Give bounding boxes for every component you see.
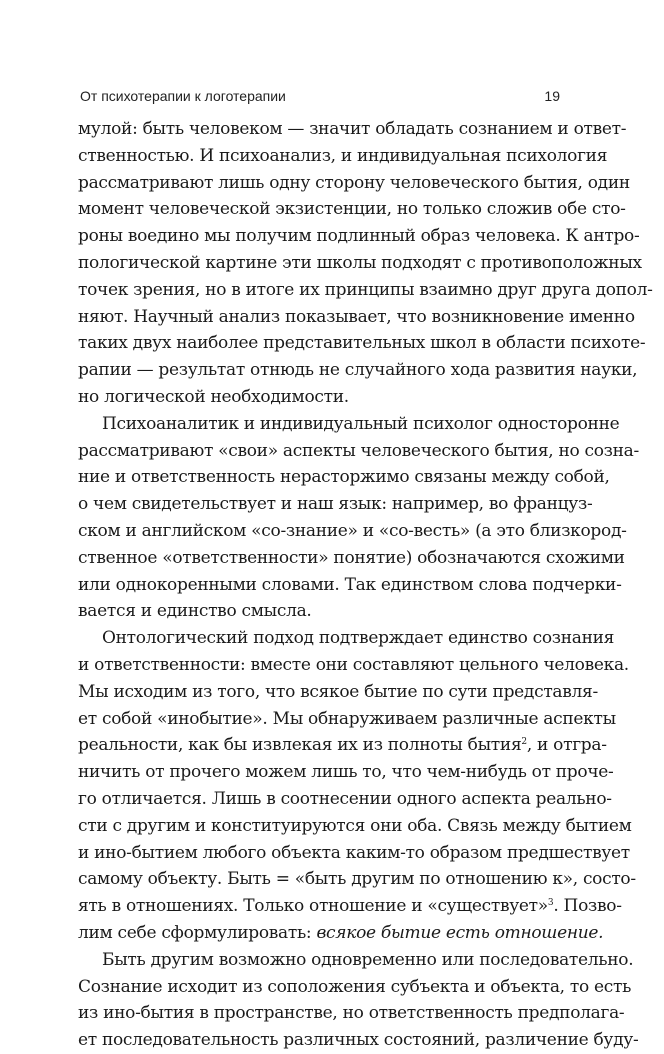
text-line: ственное «ответственности» понятие) обозначаются схожими bbox=[78, 547, 625, 568]
text-fragment: реальности, как бы извлекая их из полноты бытия bbox=[78, 735, 522, 756]
text-line: роны воедино мы получим подлинный образ человека. К антро- bbox=[78, 226, 640, 247]
text-line bbox=[78, 893, 622, 920]
text-line: самому объекту. Быть = «быть другим по отношению к», состо- bbox=[78, 869, 636, 890]
paragraph-1 bbox=[78, 116, 653, 411]
text-line: о чем свидетельствует и наш язык: например, во француз- bbox=[78, 494, 593, 515]
text-fragment: ять в отношениях. Только отношение и «существует» bbox=[78, 896, 548, 917]
text-line: ет собой «инобытие». Мы обнаруживаем различные аспекты bbox=[78, 708, 616, 729]
text-line: Психоаналитик и индивидуальный психолог односторонне bbox=[102, 413, 620, 434]
text-fragment: . Позво- bbox=[553, 896, 622, 917]
text-line: рапии — результат отнюдь не случайного хода развития науки, bbox=[78, 360, 638, 381]
text-line: из ино-бытия в пространстве, но ответственность предполага- bbox=[78, 1003, 625, 1024]
page-number: 19 bbox=[544, 88, 560, 104]
text-line: но логической необходимости. bbox=[78, 386, 349, 407]
text-line: Сознание исходит из соположения субъекта и объекта, то есть bbox=[78, 976, 632, 997]
text-line: точек зрения, но в итоге их принципы взаимно друг друга допол- bbox=[78, 279, 653, 300]
text-line: пологической картине эти школы подходят с противоположных bbox=[78, 252, 642, 273]
text-line: и ответственности: вместе они составляют цельного человека. bbox=[78, 654, 629, 675]
body-text bbox=[78, 116, 653, 1054]
text-line: вается и единство смысла. bbox=[78, 601, 312, 622]
text-line: и ино-бытием любого объекта каким-то образом предшествует bbox=[78, 842, 630, 863]
text-line: рассматривают «свои» аспекты человеческого бытия, но созна- bbox=[78, 440, 639, 461]
paragraph-3 bbox=[78, 625, 636, 947]
text-line: няют. Научный анализ показывает, что возникновение именно bbox=[78, 306, 635, 327]
text-fragment: , и отгра- bbox=[526, 735, 607, 756]
text-line bbox=[78, 732, 607, 759]
text-line: ском и английском «со-знание» и «со-весть» (а это близкород- bbox=[78, 520, 627, 541]
text-line: го отличается. Лишь в соотнесении одного аспекта реально- bbox=[78, 788, 612, 809]
text-line: ние и ответственность нерасторжимо связаны между собой, bbox=[78, 467, 610, 488]
text-line bbox=[78, 920, 604, 947]
text-line: или однокоренными словами. Так единством слова подчерки- bbox=[78, 574, 622, 595]
text-line: Мы исходим из того, что всякое бытие по сути представля- bbox=[78, 681, 598, 702]
paragraph-4 bbox=[78, 947, 639, 1054]
text-line: ет последовательность различных состояний, различение буду- bbox=[78, 1030, 639, 1051]
footnote-marker[interactable]: 2 bbox=[521, 737, 527, 748]
text-line: таких двух наиболее представительных школ в области психоте- bbox=[78, 333, 646, 354]
text-line: Онтологический подход подтверждает единство сознания bbox=[102, 628, 615, 649]
text-line: рассматривают лишь одну сторону человеческого бытия, один bbox=[78, 172, 630, 193]
paragraph-2 bbox=[78, 411, 639, 625]
text-line: ственностью. И психоанализ, и индивидуальная психология bbox=[78, 145, 608, 166]
running-title: От психотерапии к логотерапии bbox=[80, 88, 286, 104]
italic-emphasis: всякое бытие есть отношение. bbox=[316, 922, 604, 943]
footnote-marker[interactable]: 3 bbox=[547, 898, 554, 909]
text-line: сти с другим и конституируются они оба. Связь между бытием bbox=[78, 815, 632, 836]
text-line: ничить от прочего можем лишь то, что чем-нибудь от проче- bbox=[78, 762, 614, 783]
text-fragment: лим себе сформулировать: bbox=[78, 922, 317, 943]
text-line: момент человеческой экзистенции, но только сложив обе сто- bbox=[78, 199, 626, 220]
text-line: мулой: быть человеком — значит обладать сознанием и ответ- bbox=[78, 119, 627, 139]
text-line: Быть другим возможно одновременно или последовательно. bbox=[102, 949, 634, 970]
